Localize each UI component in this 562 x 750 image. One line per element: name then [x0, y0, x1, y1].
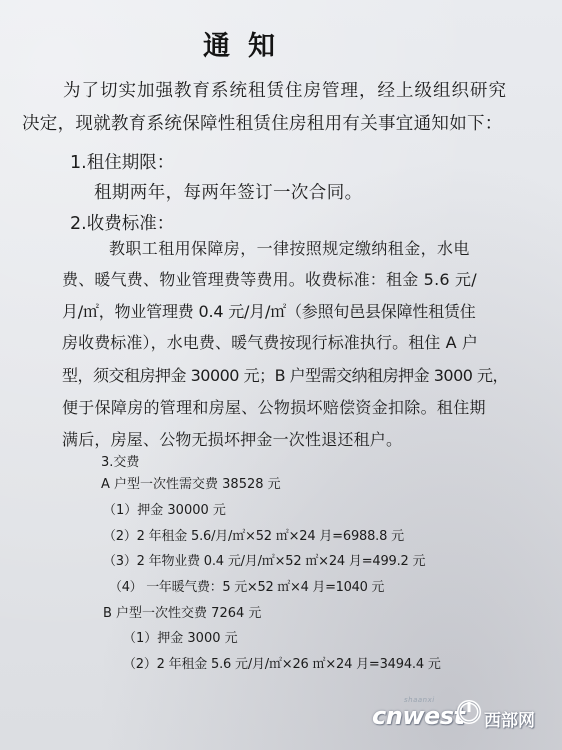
- b-item-1: （1）押金 3000 元: [123, 631, 238, 646]
- a-type-title: A 户型一次性需交费 38528 元: [101, 477, 281, 492]
- section2-line-4: 房收费标准），水电费、暖气费按现行标准执行。租住 A 户: [62, 333, 478, 352]
- b-type-title: B 户型一次性交费 7264 元: [103, 606, 262, 621]
- section2-line-6: 便于保障房的管理和房屋、公物损坏赔偿资金扣除。租住期: [62, 398, 486, 417]
- a-item-1: （1）押金 30000 元: [103, 503, 226, 518]
- a-item-4: （4） 一年暖气费：5 元×52 ㎡×4 月=1040 元: [109, 580, 385, 595]
- notice-title: 通知: [203, 31, 293, 62]
- section2-line-7: 满后，房屋、公物无损坏押金一次性退还租户。: [62, 430, 403, 449]
- watermark-small-text: shaanxi: [404, 696, 435, 704]
- section2-line-2: 费、暖气费、物业管理费等费用。收费标准：租金 5.6 元/: [62, 270, 477, 289]
- intro-line-2: 决定，现就教育系统保障性租赁住房租用有关事宜通知如下：: [22, 114, 503, 134]
- watermark-site-name: 西部网: [484, 711, 535, 731]
- section3-heading: 3.交费: [101, 455, 140, 470]
- b-item-2: （2）2 年租金 5.6 元/月/㎡×26 ㎡×24 月=3494.4 元: [123, 657, 441, 672]
- a-item-2: （2）2 年租金 5.6/月/㎡×52 ㎡×24 月=6988.8 元: [103, 529, 404, 544]
- intro-line-1: 为了切实加强教育系统租赁住房管理，经上级组织研究: [63, 81, 507, 101]
- section2-line-5: 型，须交租房押金 30000 元；B 户型需交纳租房押金 3000 元，: [62, 366, 509, 385]
- section2-line-3: 月/㎡，物业管理费 0.4 元/月/㎡（参照旬邑县保障性租赁住: [62, 302, 476, 321]
- section1-heading: 1.租住期限：: [70, 153, 175, 173]
- a-item-3: （3）2 年物业费 0.4 元/月/㎡×52 ㎡×24 月=499.2 元: [103, 554, 426, 569]
- section1-text: 租期两年，每两年签订一次合同。: [94, 183, 363, 203]
- watermark-brand: cnwest: [372, 702, 465, 730]
- watermark-logo-icon: [455, 698, 483, 726]
- section2-heading: 2.收费标准：: [70, 214, 175, 234]
- section2-line-1: 教职工租用保障房，一律按照规定缴纳租金，水电: [109, 239, 470, 258]
